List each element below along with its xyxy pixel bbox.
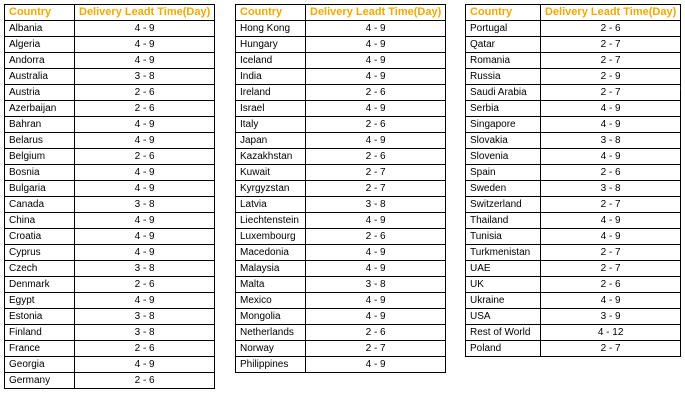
table-row — [5, 197, 215, 213]
delivery-table-3 — [465, 4, 681, 357]
delivery-time-cell: 2 - 6 — [306, 149, 446, 165]
country-cell: Kuwait — [236, 165, 306, 181]
delivery-time-cell: 3 - 8 — [75, 309, 215, 325]
delivery-time-cell: 2 - 6 — [541, 277, 681, 293]
delivery-time-cell: 3 - 8 — [306, 277, 446, 293]
country-cell: Japan — [236, 133, 306, 149]
delivery-time-cell: 4 - 9 — [541, 149, 681, 165]
table-row — [466, 245, 681, 261]
table-row — [5, 229, 215, 245]
country-cell: Hong Kong — [236, 21, 306, 37]
delivery-time-cell: 2 - 6 — [306, 117, 446, 133]
country-cell: Estonia — [5, 309, 75, 325]
country-cell: Australia — [5, 69, 75, 85]
country-cell: Qatar — [466, 37, 541, 53]
delivery-time-header: Delivery Leadt Time(Day) — [306, 5, 446, 21]
header-row — [236, 5, 446, 21]
delivery-time-cell: 2 - 6 — [541, 21, 681, 37]
delivery-time-cell: 2 - 7 — [541, 341, 681, 357]
delivery-time-cell: 4 - 9 — [306, 309, 446, 325]
country-cell: Switzerland — [466, 197, 541, 213]
table-row — [466, 213, 681, 229]
delivery-time-cell: 2 - 7 — [541, 245, 681, 261]
delivery-time-cell: 4 - 9 — [306, 245, 446, 261]
table-row — [236, 245, 446, 261]
country-cell: Spain — [466, 165, 541, 181]
country-cell: Romania — [466, 53, 541, 69]
table-row — [5, 357, 215, 373]
delivery-time-cell: 3 - 8 — [75, 325, 215, 341]
table-row — [236, 165, 446, 181]
country-cell: Belgium — [5, 149, 75, 165]
country-cell: Egypt — [5, 293, 75, 309]
country-cell: Croatia — [5, 229, 75, 245]
delivery-time-cell: 4 - 9 — [75, 53, 215, 69]
table-row — [466, 341, 681, 357]
header-row — [5, 5, 215, 21]
delivery-time-cell: 2 - 6 — [75, 85, 215, 101]
delivery-time-cell: 2 - 7 — [541, 261, 681, 277]
delivery-time-cell: 2 - 7 — [541, 197, 681, 213]
country-cell: China — [5, 213, 75, 229]
country-header: Country — [236, 5, 306, 21]
delivery-time-cell: 4 - 9 — [541, 293, 681, 309]
table-row — [5, 53, 215, 69]
country-cell: Ireland — [236, 85, 306, 101]
delivery-time-cell: 2 - 6 — [541, 165, 681, 181]
delivery-time-cell: 4 - 9 — [75, 37, 215, 53]
table-row — [236, 117, 446, 133]
country-cell: Germany — [5, 373, 75, 389]
country-cell: Hungary — [236, 37, 306, 53]
table-row — [466, 309, 681, 325]
delivery-time-cell: 3 - 9 — [541, 309, 681, 325]
delivery-time-cell: 3 - 8 — [75, 261, 215, 277]
table-row — [466, 133, 681, 149]
delivery-time-cell: 3 - 8 — [541, 181, 681, 197]
table-row — [236, 69, 446, 85]
table-row — [466, 325, 681, 341]
table-row — [5, 149, 215, 165]
country-cell: Finland — [5, 325, 75, 341]
delivery-time-cell: 3 - 8 — [75, 197, 215, 213]
country-cell: Azerbaijan — [5, 101, 75, 117]
delivery-time-header: Delivery Leadt Time(Day) — [541, 5, 681, 21]
country-cell: Czech — [5, 261, 75, 277]
table-row — [5, 37, 215, 53]
country-cell: Singapore — [466, 117, 541, 133]
table-row — [5, 245, 215, 261]
table-row — [5, 21, 215, 37]
country-cell: Sweden — [466, 181, 541, 197]
country-cell: Luxembourg — [236, 229, 306, 245]
edge-tick-mark: ' — [680, 86, 682, 95]
country-cell: Italy — [236, 117, 306, 133]
country-cell: Poland — [466, 341, 541, 357]
country-cell: UAE — [466, 261, 541, 277]
table-row — [5, 325, 215, 341]
country-cell: Rest of World — [466, 325, 541, 341]
country-cell: Belarus — [5, 133, 75, 149]
delivery-time-cell: 4 - 9 — [541, 117, 681, 133]
delivery-time-cell: 4 - 9 — [306, 261, 446, 277]
country-cell: Israel — [236, 101, 306, 117]
delivery-time-cell: 4 - 9 — [306, 21, 446, 37]
table-row — [236, 85, 446, 101]
country-header: Country — [466, 5, 541, 21]
delivery-time-cell: 2 - 6 — [306, 325, 446, 341]
table-row — [466, 101, 681, 117]
delivery-table-2 — [235, 4, 446, 373]
country-cell: Denmark — [5, 277, 75, 293]
delivery-time-cell: 4 - 9 — [75, 245, 215, 261]
delivery-time-cell: 4 - 9 — [75, 165, 215, 181]
country-cell: Andorra — [5, 53, 75, 69]
table-row — [5, 165, 215, 181]
table-row — [466, 69, 681, 85]
table-row — [236, 325, 446, 341]
delivery-time-cell: 3 - 8 — [541, 133, 681, 149]
table-row — [5, 261, 215, 277]
table-row — [5, 293, 215, 309]
table-row — [236, 309, 446, 325]
table-row — [5, 181, 215, 197]
country-cell: Latvia — [236, 197, 306, 213]
table-row — [5, 341, 215, 357]
delivery-time-cell: 2 - 7 — [306, 165, 446, 181]
delivery-time-cell: 4 - 12 — [541, 325, 681, 341]
delivery-time-cell: 4 - 9 — [541, 213, 681, 229]
table-row — [236, 21, 446, 37]
delivery-time-cell: 4 - 9 — [75, 133, 215, 149]
country-cell: Bulgaria — [5, 181, 75, 197]
delivery-time-cell: 2 - 6 — [75, 341, 215, 357]
delivery-time-cell: 4 - 9 — [541, 101, 681, 117]
delivery-time-cell: 4 - 9 — [75, 293, 215, 309]
country-cell: Bahran — [5, 117, 75, 133]
table-row — [466, 149, 681, 165]
delivery-time-cell: 2 - 9 — [541, 69, 681, 85]
table-body — [5, 21, 215, 389]
delivery-time-cell: 4 - 9 — [75, 357, 215, 373]
table-row — [466, 229, 681, 245]
table-row — [5, 213, 215, 229]
table-row — [466, 181, 681, 197]
country-cell: Netherlands — [236, 325, 306, 341]
delivery-time-cell: 3 - 8 — [306, 197, 446, 213]
country-cell: UK — [466, 277, 541, 293]
country-cell: Philippines — [236, 357, 306, 373]
country-cell: Bosnia — [5, 165, 75, 181]
delivery-time-header: Delivery Leadt Time(Day) — [75, 5, 215, 21]
country-cell: Cyprus — [5, 245, 75, 261]
country-cell: Malta — [236, 277, 306, 293]
table-row — [5, 133, 215, 149]
delivery-time-cell: 4 - 9 — [75, 229, 215, 245]
table-row — [236, 133, 446, 149]
country-cell: Turkmenistan — [466, 245, 541, 261]
delivery-table-1 — [4, 4, 215, 389]
table-row — [236, 261, 446, 277]
delivery-time-cell: 2 - 6 — [306, 85, 446, 101]
country-cell: Kyrgyzstan — [236, 181, 306, 197]
table-row — [5, 277, 215, 293]
delivery-time-cell: 4 - 9 — [75, 21, 215, 37]
country-cell: Macedonia — [236, 245, 306, 261]
country-cell: Thailand — [466, 213, 541, 229]
delivery-time-cell: 2 - 6 — [75, 149, 215, 165]
delivery-time-cell: 4 - 9 — [75, 213, 215, 229]
country-cell: Slovenia — [466, 149, 541, 165]
country-cell: Mexico — [236, 293, 306, 309]
delivery-time-cell: 4 - 9 — [306, 213, 446, 229]
table-row — [236, 293, 446, 309]
table-body — [466, 21, 681, 357]
table-row — [466, 53, 681, 69]
delivery-time-cell: 4 - 9 — [541, 229, 681, 245]
delivery-time-cell: 4 - 9 — [306, 53, 446, 69]
country-cell: France — [5, 341, 75, 357]
table-row — [466, 277, 681, 293]
country-cell: Slovakia — [466, 133, 541, 149]
country-cell: Tunisia — [466, 229, 541, 245]
country-cell: USA — [466, 309, 541, 325]
table-row — [236, 197, 446, 213]
country-cell: Austria — [5, 85, 75, 101]
delivery-time-cell: 4 - 9 — [75, 181, 215, 197]
table-row — [466, 117, 681, 133]
table-row — [466, 37, 681, 53]
table-row — [236, 101, 446, 117]
delivery-time-cell: 2 - 6 — [306, 229, 446, 245]
table-row — [236, 229, 446, 245]
country-cell: India — [236, 69, 306, 85]
delivery-time-cell: 2 - 7 — [541, 53, 681, 69]
table-row — [466, 165, 681, 181]
table-row — [236, 341, 446, 357]
delivery-time-cell: 4 - 9 — [306, 101, 446, 117]
table-row — [5, 373, 215, 389]
table-body — [236, 21, 446, 373]
delivery-time-cell: 2 - 7 — [306, 181, 446, 197]
table-row — [466, 21, 681, 37]
country-cell: Saudi Arabia — [466, 85, 541, 101]
delivery-time-cell: 4 - 9 — [306, 37, 446, 53]
table-row — [236, 149, 446, 165]
table-row — [236, 181, 446, 197]
table-row — [466, 261, 681, 277]
table-row — [5, 117, 215, 133]
table-row — [236, 357, 446, 373]
delivery-time-cell: 2 - 6 — [75, 373, 215, 389]
delivery-time-cell: 2 - 6 — [75, 277, 215, 293]
country-cell: Ukraine — [466, 293, 541, 309]
delivery-time-cell: 4 - 9 — [306, 357, 446, 373]
delivery-time-cell: 4 - 9 — [306, 69, 446, 85]
country-cell: Algeria — [5, 37, 75, 53]
header-row — [466, 5, 681, 21]
country-cell: Mongolia — [236, 309, 306, 325]
country-cell: Malaysia — [236, 261, 306, 277]
delivery-time-cell: 4 - 9 — [306, 133, 446, 149]
delivery-time-cell: 2 - 7 — [541, 85, 681, 101]
country-cell: Albania — [5, 21, 75, 37]
delivery-time-cell: 2 - 7 — [306, 341, 446, 357]
country-cell: Norway — [236, 341, 306, 357]
delivery-time-cell: 2 - 6 — [75, 101, 215, 117]
country-cell: Canada — [5, 197, 75, 213]
table-row — [5, 309, 215, 325]
country-cell: Liechtenstein — [236, 213, 306, 229]
table-row — [466, 293, 681, 309]
table-row — [466, 85, 681, 101]
delivery-time-cell: 4 - 9 — [306, 293, 446, 309]
table-row — [5, 101, 215, 117]
delivery-time-cell: 3 - 8 — [75, 69, 215, 85]
country-cell: Georgia — [5, 357, 75, 373]
delivery-time-cell: 2 - 7 — [541, 37, 681, 53]
country-header: Country — [5, 5, 75, 21]
delivery-time-cell: 4 - 9 — [75, 117, 215, 133]
table-row — [466, 197, 681, 213]
table-row — [236, 37, 446, 53]
country-cell: Iceland — [236, 53, 306, 69]
country-cell: Russia — [466, 69, 541, 85]
table-row — [5, 85, 215, 101]
table-row — [236, 213, 446, 229]
table-row — [5, 69, 215, 85]
table-row — [236, 277, 446, 293]
country-cell: Portugal — [466, 21, 541, 37]
country-cell: Kazakhstan — [236, 149, 306, 165]
table-row — [236, 53, 446, 69]
country-cell: Serbia — [466, 101, 541, 117]
